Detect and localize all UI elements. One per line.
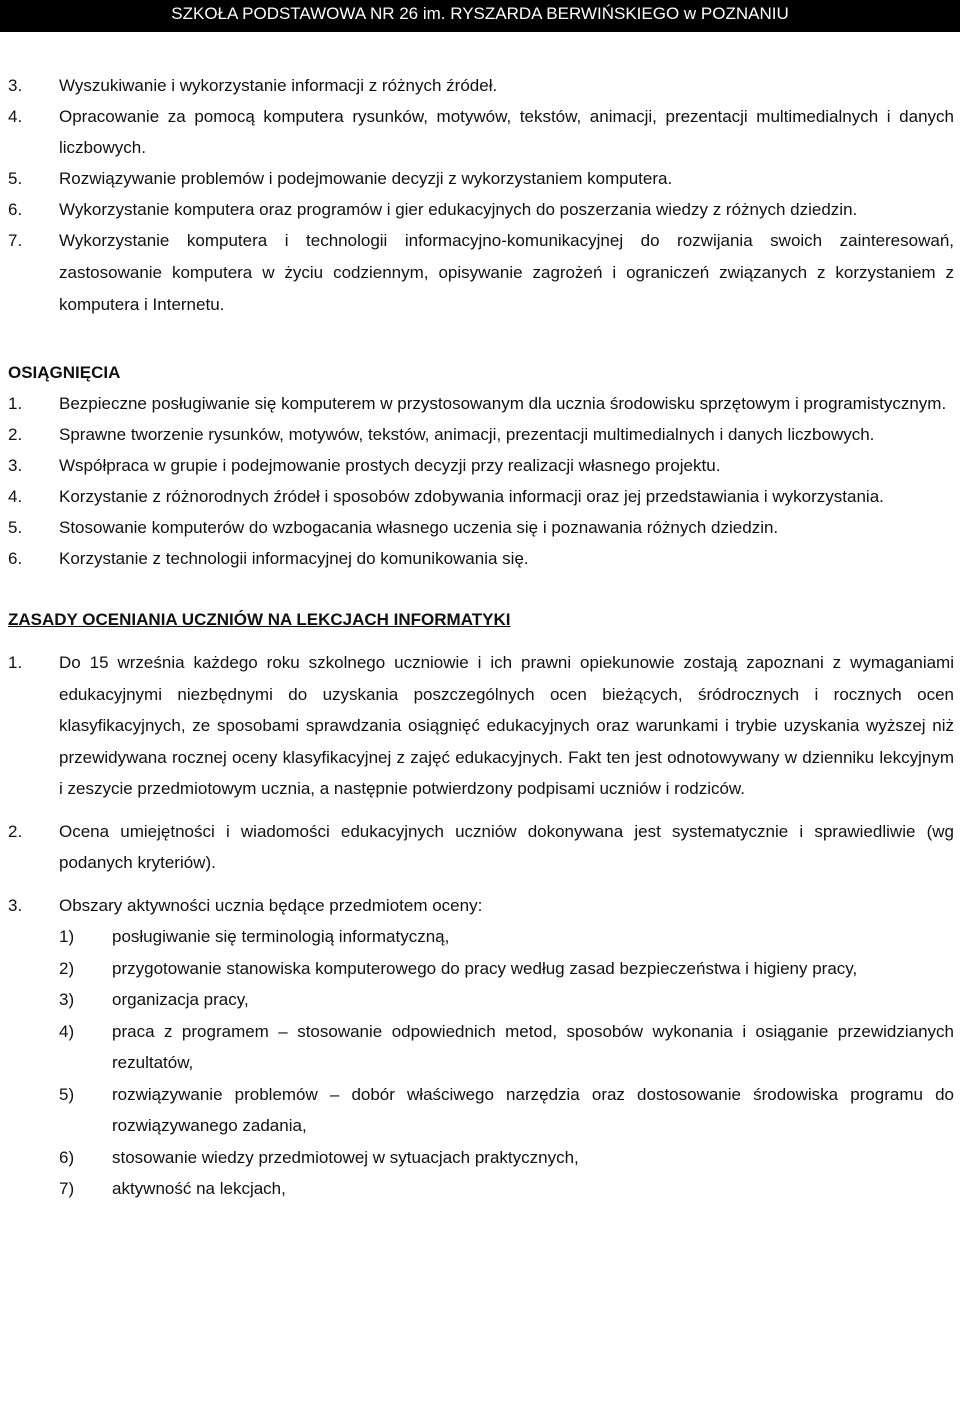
item-text: organizacja pracy, (112, 990, 249, 1009)
item-number: 7. (8, 231, 23, 250)
item-number: 5. (8, 518, 23, 537)
item-number: 2) (59, 958, 75, 978)
item-text: stosowanie wiedzy przedmiotowej w sytuacjach praktycznych, (112, 1147, 579, 1167)
sub-list-item (8, 984, 954, 1016)
item-number: 7) (59, 1179, 75, 1198)
achievements-heading: OSIĄGNIĘCIA (8, 363, 121, 382)
list-item (8, 101, 954, 163)
rules-heading: ZASADY OCENIANIA UCZNIÓW NA LEKCJACH INFORMATYKI (8, 610, 511, 629)
item-number: 1. (8, 653, 23, 672)
item-text: Ocena umiejętności i wiadomości edukacyjnych uczniów dokonywana jest systematycznie i sprawiedliwie (wg podanych kryteriów). (59, 821, 954, 872)
list-item (8, 890, 954, 922)
list-item (8, 481, 954, 512)
item-text: Rozwiązywanie problemów i podejmowanie decyzji z wykorzystaniem komputera. (59, 169, 673, 188)
item-text: aktywność na lekcjach, (112, 1179, 286, 1198)
assessment-areas-list (8, 921, 954, 1205)
item-text: Do 15 września każdego roku szkolnego uczniowie i ich prawni opiekunowie zostają zapoznani z wymaganiami edukacyjnymi niezbędnymi do uzyskania poszczególnych ocen bieżących, śródrocznych i rocznych ocen klasyfikacyjnych, ze sposobami sprawdzania osiągnięć edukacyjnych oraz warunkami i trybie uzyskania wyższej niż przewidywana rocznej oceny klasyfikacyjnej z zajęć edukacyjnych. Fakt ten jest odnotowywany w dzienniku lekcyjnym i zeszycie przedmiotowym ucznia, a następnie potwierdzony podpisami uczniów i rodziców. (59, 653, 954, 798)
item-text: Korzystanie z różnorodnych źródeł i sposobów zdobywania informacji oraz jej przedstawiania i wykorzystania. (59, 487, 884, 506)
item-number: 3. (8, 76, 23, 95)
item-text: przygotowanie stanowiska komputerowego do pracy według zasad bezpieczeństwa i higieny pracy, (112, 958, 858, 978)
item-number: 4) (59, 1021, 75, 1041)
item-text: Bezpieczne posługiwanie się komputerem w przystosowanym dla ucznia środowisku sprzętowym i programistycznym. (59, 394, 947, 413)
sub-list-item (8, 1016, 954, 1079)
sub-list-item (8, 1142, 954, 1174)
item-text: Obszary aktywności ucznia będące przedmiotem oceny: (59, 895, 483, 915)
item-number: 4. (8, 487, 23, 506)
goals-list (8, 70, 954, 321)
list-item (8, 512, 954, 543)
sub-list-item (8, 921, 954, 953)
item-text: praca z programem – stosowanie odpowiednich metod, sposobów wykonania i osiąganie przewidzianych rezultatów, (112, 1021, 954, 1072)
item-number: 1) (59, 927, 75, 946)
item-text: Opracowanie za pomocą komputera rysunków, motywów, tekstów, animacji, prezentacji multimedialnych i danych liczbowych. (59, 107, 954, 157)
item-number: 4. (8, 107, 23, 126)
item-number: 3) (59, 990, 75, 1009)
list-item (8, 543, 954, 574)
item-number: 1. (8, 394, 23, 413)
item-text: Wykorzystanie komputera oraz programów i gier edukacyjnych do poszerzania wiedzy z różnych dziedzin. (59, 200, 858, 219)
list-item (8, 450, 954, 481)
item-text: Korzystanie z technologii informacyjnej do komunikowania się. (59, 549, 529, 568)
item-text: rozwiązywanie problemów – dobór właściwego narzędzia oraz dostosowanie środowiska programu do rozwiązywanego zadania, (112, 1084, 954, 1135)
item-number: 2. (8, 425, 23, 444)
list-item (8, 419, 954, 450)
list-item (8, 194, 954, 225)
list-item (8, 647, 954, 805)
item-text: Współpraca w grupie i podejmowanie prostych decyzji przy realizacji własnego projektu. (59, 456, 721, 475)
header-title: SZKOŁA PODSTAWOWA NR 26 im. RYSZARDA BERWIŃSKIEGO w POZNANIU (171, 4, 789, 23)
list-item (8, 70, 954, 101)
item-text: Stosowanie komputerów do wzbogacania własnego uczenia się i poznawania różnych dziedzin. (59, 518, 779, 537)
list-item (8, 163, 954, 194)
rules-list (8, 647, 954, 921)
list-item (8, 225, 954, 321)
item-number: 5. (8, 169, 23, 188)
item-text: Sprawne tworzenie rysunków, motywów, tekstów, animacji, prezentacji multimedialnych i danych liczbowych. (59, 425, 875, 444)
sub-list-item (8, 1173, 954, 1205)
item-number: 6. (8, 549, 23, 568)
item-number: 6. (8, 200, 23, 219)
list-item (8, 388, 954, 419)
achievements-list (8, 388, 954, 574)
item-text: posługiwanie się terminologią informatyczną, (112, 927, 450, 946)
item-text: Wyszukiwanie i wykorzystanie informacji z różnych źródeł. (59, 76, 498, 95)
item-number: 5) (59, 1084, 75, 1104)
item-number: 3. (8, 456, 23, 475)
item-number: 2. (8, 821, 23, 841)
item-number: 6) (59, 1147, 75, 1167)
item-number: 3. (8, 895, 23, 915)
item-text: Wykorzystanie komputera i technologii informacyjno-komunikacyjnej do rozwijania swoich zainteresowań, zastosowanie komputera w życiu codziennym, opisywanie zagrożeń i ograniczeń związanych z korzystaniem z komputera i Internetu. (59, 231, 954, 314)
sub-list-item (8, 953, 954, 985)
sub-list-item (8, 1079, 954, 1142)
document-body (8, 70, 954, 1205)
page-header (0, 0, 960, 32)
list-item (8, 816, 954, 879)
